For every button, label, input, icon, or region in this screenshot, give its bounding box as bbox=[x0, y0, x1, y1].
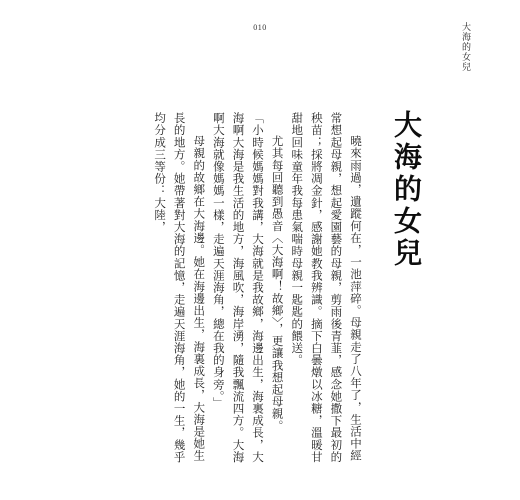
paragraph-quote: 「小時候媽媽對我講，大海就是我故鄉，海邊出生，海裏成長，大海啊大海是我生活的地方，海風吹，海岸湧，隨我飄流四方。大海啊大海就像媽媽一樣，走遍天涯海角，總在我的身旁。」 bbox=[211, 112, 266, 463]
page-number: 010 bbox=[253, 23, 267, 32]
paragraph: 母親的故鄉在大海邊。她在海邊出生，海裏成長，大海是她生長的地方。她帶著對大海的記憶，走遍天涯海角，她的一生，幾乎均分成三等份：大陸， bbox=[153, 112, 207, 463]
paragraph: 尤其每回聽到愚音〈大海啊！故鄉〉，更讓我想起母親。 bbox=[270, 135, 285, 432]
body-text bbox=[149, 112, 365, 467]
paragraph: 曉來雨過，遺蹤何在，一池萍碎。母親走了八年了，生活中經常想起母親，想起愛園藝的母親，剪雨後青韮，感念她撒下最初的秧苗；採將凋金針，感謝她教我辨識。摘下白曇燉以冰糖，溫暖甘甜地回味童年我每患氣喘時母親一匙匙的餵送。 bbox=[290, 112, 363, 463]
running-head: 大海的女兒 bbox=[460, 22, 470, 72]
chapter-title: 大海的女兒 bbox=[390, 110, 423, 270]
